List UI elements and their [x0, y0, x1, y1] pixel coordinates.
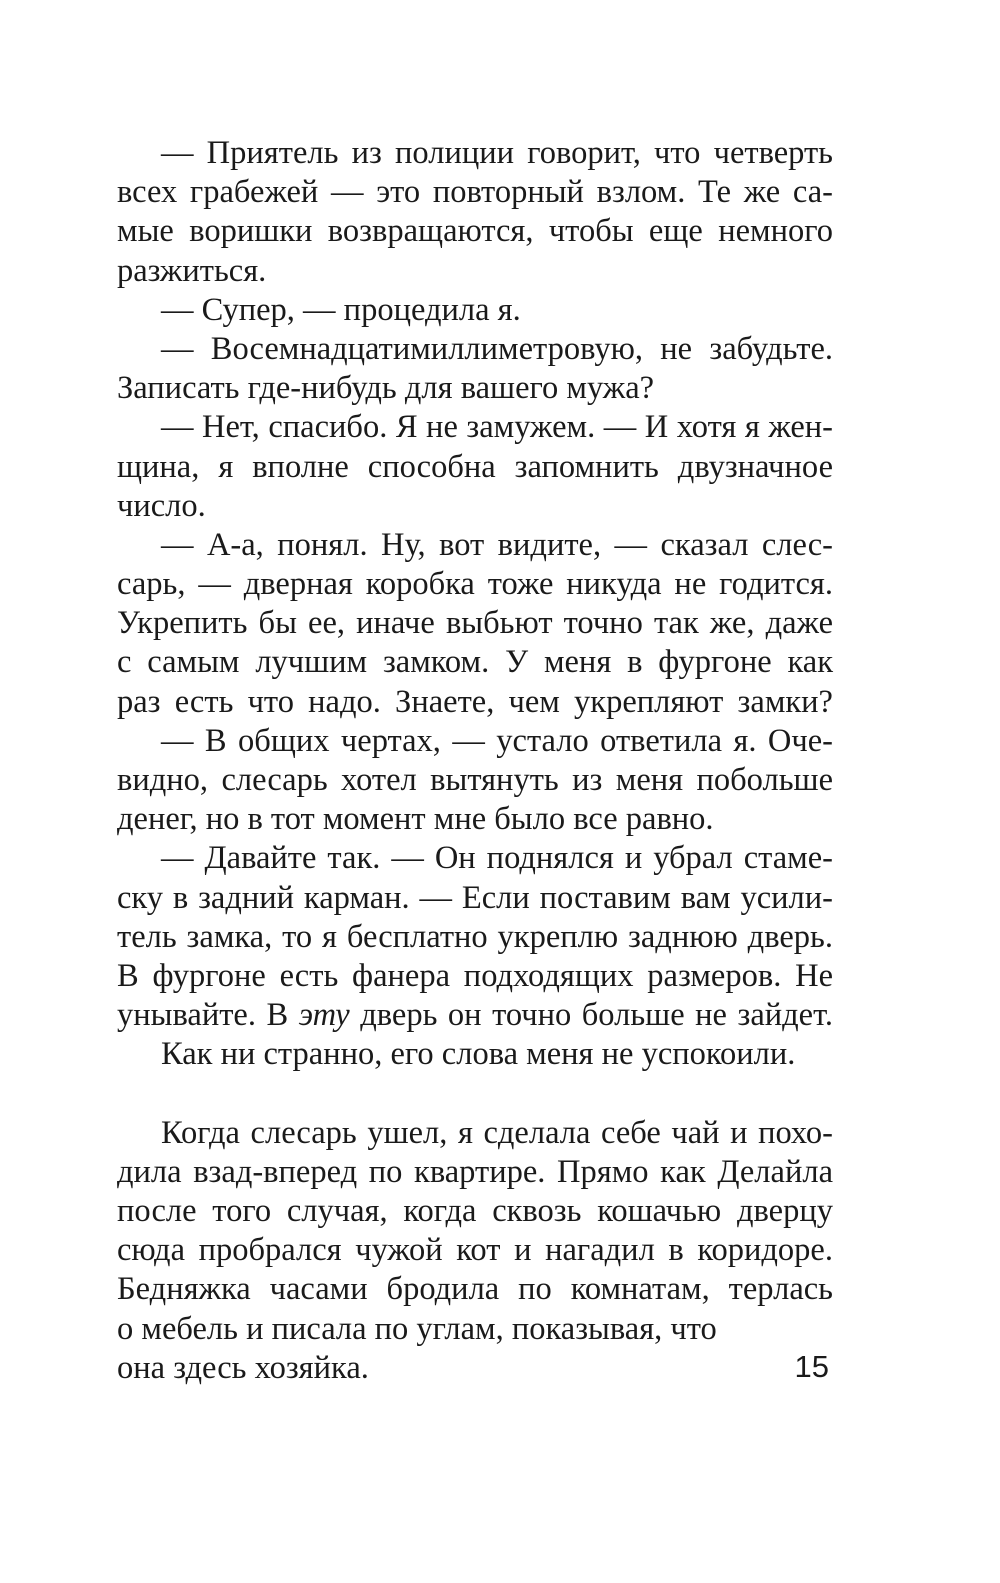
text-line: — В общих чертах, — устало ответила я. Оче- [161, 722, 833, 759]
text-line-last [117, 1349, 833, 1388]
body-text [117, 134, 833, 1388]
text-fragment: она здесь хозяйка. [117, 1349, 369, 1386]
text-line: сарь, — дверная коробка тоже никуда не годится. [117, 566, 833, 603]
text-line: мые воришки возвращаются, чтобы еще немного [117, 213, 833, 250]
text-line: — Восемнадцатимиллиметровую, не забудьте. [161, 330, 833, 367]
text-line: — Давайте так. — Он поднялся и убрал стаме- [161, 840, 833, 877]
text-line: раз есть что надо. Знаете, чем укрепляют замки? [117, 683, 833, 720]
text-line: Бедняжка часами бродила по комнатам, терлась [117, 1271, 833, 1308]
emphasized-word: эту [298, 997, 350, 1034]
text-line: с самым лучшим замком. У меня в фургоне как [117, 644, 833, 681]
text-fragment: дверь он точно больше не зайдет. [349, 997, 833, 1034]
text-line: — А-а, понял. Ну, вот видите, — сказал слес- [161, 526, 833, 563]
text-line: — Нет, спасибо. Я не замужем. — И хотя я жен- [161, 409, 833, 446]
text-line: В фургоне есть фанера подходящих размеров. Не [117, 957, 833, 994]
text-line: тель замка, то я бесплатно укреплю заднюю дверь. [117, 918, 833, 955]
text-line: щина, я вполне способна запомнить двузначное [117, 448, 833, 485]
text-line: видно, слесарь хотел вытянуть из меня побольше [117, 762, 833, 798]
text-line: дила взад-вперед по квартире. Прямо как Делайла [117, 1153, 833, 1190]
text-line: ску в задний карман. — Если поставим вам усили- [117, 879, 833, 916]
text-line: Как ни странно, его слова меня не успокоили. [161, 1036, 796, 1073]
text-line: Записать где-нибудь для вашего мужа? [117, 370, 655, 407]
text-line: всех грабежей — это повторный взлом. Те же са- [117, 174, 833, 211]
text-line: после того случая, когда сквозь кошачью дверцу [117, 1193, 833, 1230]
text-line: — Супер, — процедила я. [161, 291, 521, 328]
text-line: Укрепить бы ее, иначе выбьют точно так же, даже [117, 605, 833, 642]
text-line: — Приятель из полиции говорит, что четверть [161, 135, 833, 171]
text-line: сюда пробрался чужой кот и нагадил в коридоре. [117, 1232, 833, 1269]
text-line: число. [117, 487, 206, 524]
section-break [117, 1075, 833, 1114]
text-line: денег, но в тот момент мне было все равно. [117, 801, 714, 838]
text-line: разжиться. [117, 252, 267, 289]
text-line [117, 996, 833, 1035]
page-number: 15 [794, 1348, 829, 1384]
text-fragment: унывайте. В [117, 997, 299, 1034]
text-line: о мебель и писала по углам, показывая, что [117, 1310, 717, 1347]
text-line: Когда слесарь ушел, я сделала себе чай и похо- [161, 1114, 833, 1151]
